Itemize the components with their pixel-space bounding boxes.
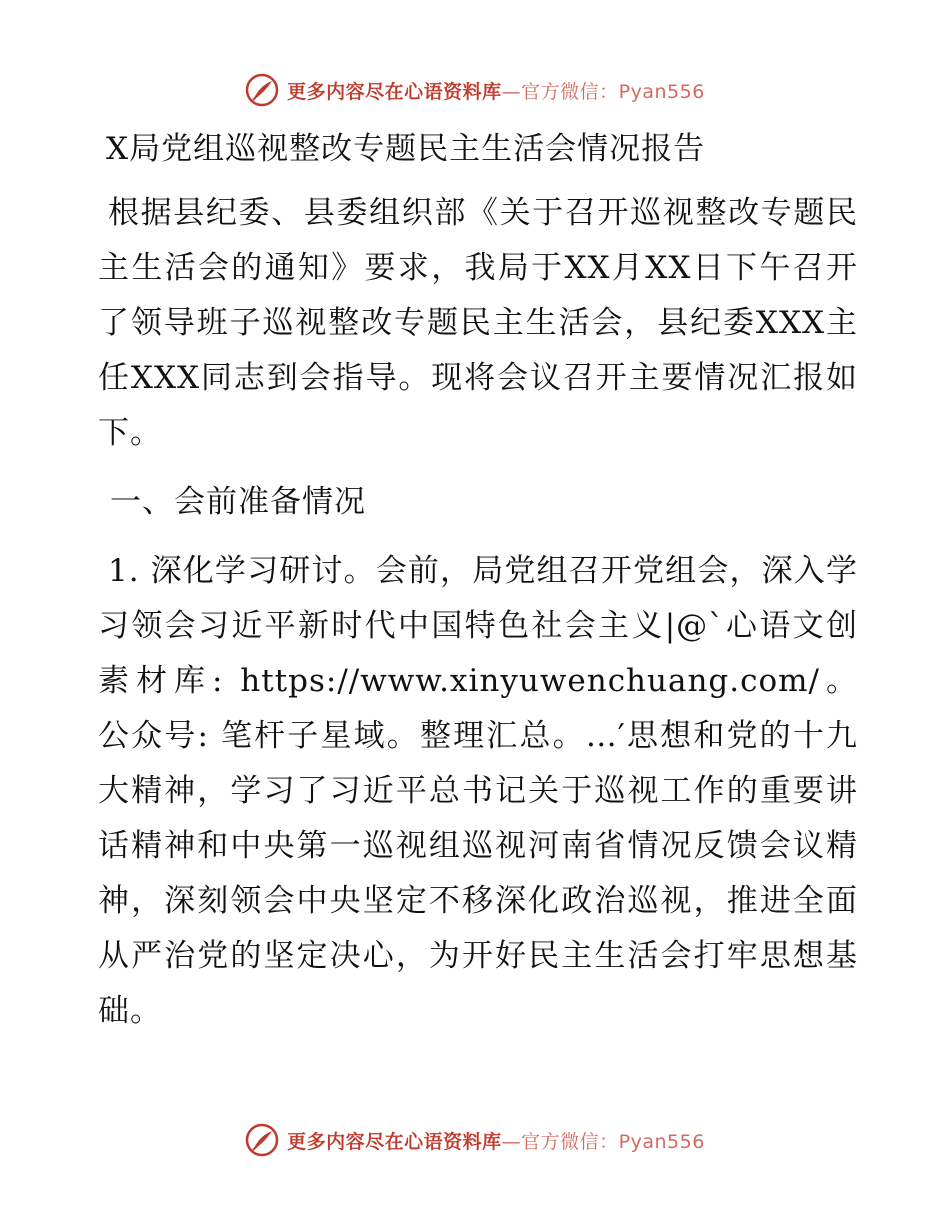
banner-text [287,1127,705,1154]
banner-wechat-text: 官方微信：Pyan556 [521,1130,705,1153]
section-heading: 一、会前准备情况 [110,484,366,520]
document-body [98,124,858,1053]
header-watermark-banner [0,70,950,110]
quill-logo-icon [245,1123,279,1157]
intro-paragraph: 根据县纪委、县委组织部《关于召开巡视整改专题民主生活会的通知》要求，我局于XX月XX日下午召开了领导班子巡视整改专题民主生活会，县纪委XXX主任XXX同志到会指导。现将会议召开主要情况汇报如下。 [98,195,858,451]
footer-watermark-banner [0,1120,950,1160]
banner-separator: — [501,1130,522,1153]
banner-text [287,77,705,104]
document-title: X局党组巡视整改专题民主生活会情况报告 [106,131,706,167]
banner-main-text: 更多内容尽在心语资料库 [287,80,502,103]
banner-separator: — [501,80,522,103]
banner-wechat-text: 官方微信：Pyan556 [521,80,705,103]
quill-logo-icon [245,73,279,107]
item-paragraph: 1. 深化学习研讨。会前，局党组召开党组会，深入学习领会习近平新时代中国特色社会主义|@`心语文创素材库: https://www.xinyuwenchuang.com/。公众号: 笔杆子星域。整理汇总。…′思想和党的十九大精神，学习了习近平总书记关于巡视工作的重要讲话精神和中央第一巡视组巡视河南省情况反馈会议精神，深刻领会中央坚定不移深化政治巡视，推进全面从严治党的坚定决心，为开好民主生活会打牢思想基础。 [98,553,858,1029]
banner-main-text: 更多内容尽在心语资料库 [287,1130,502,1153]
